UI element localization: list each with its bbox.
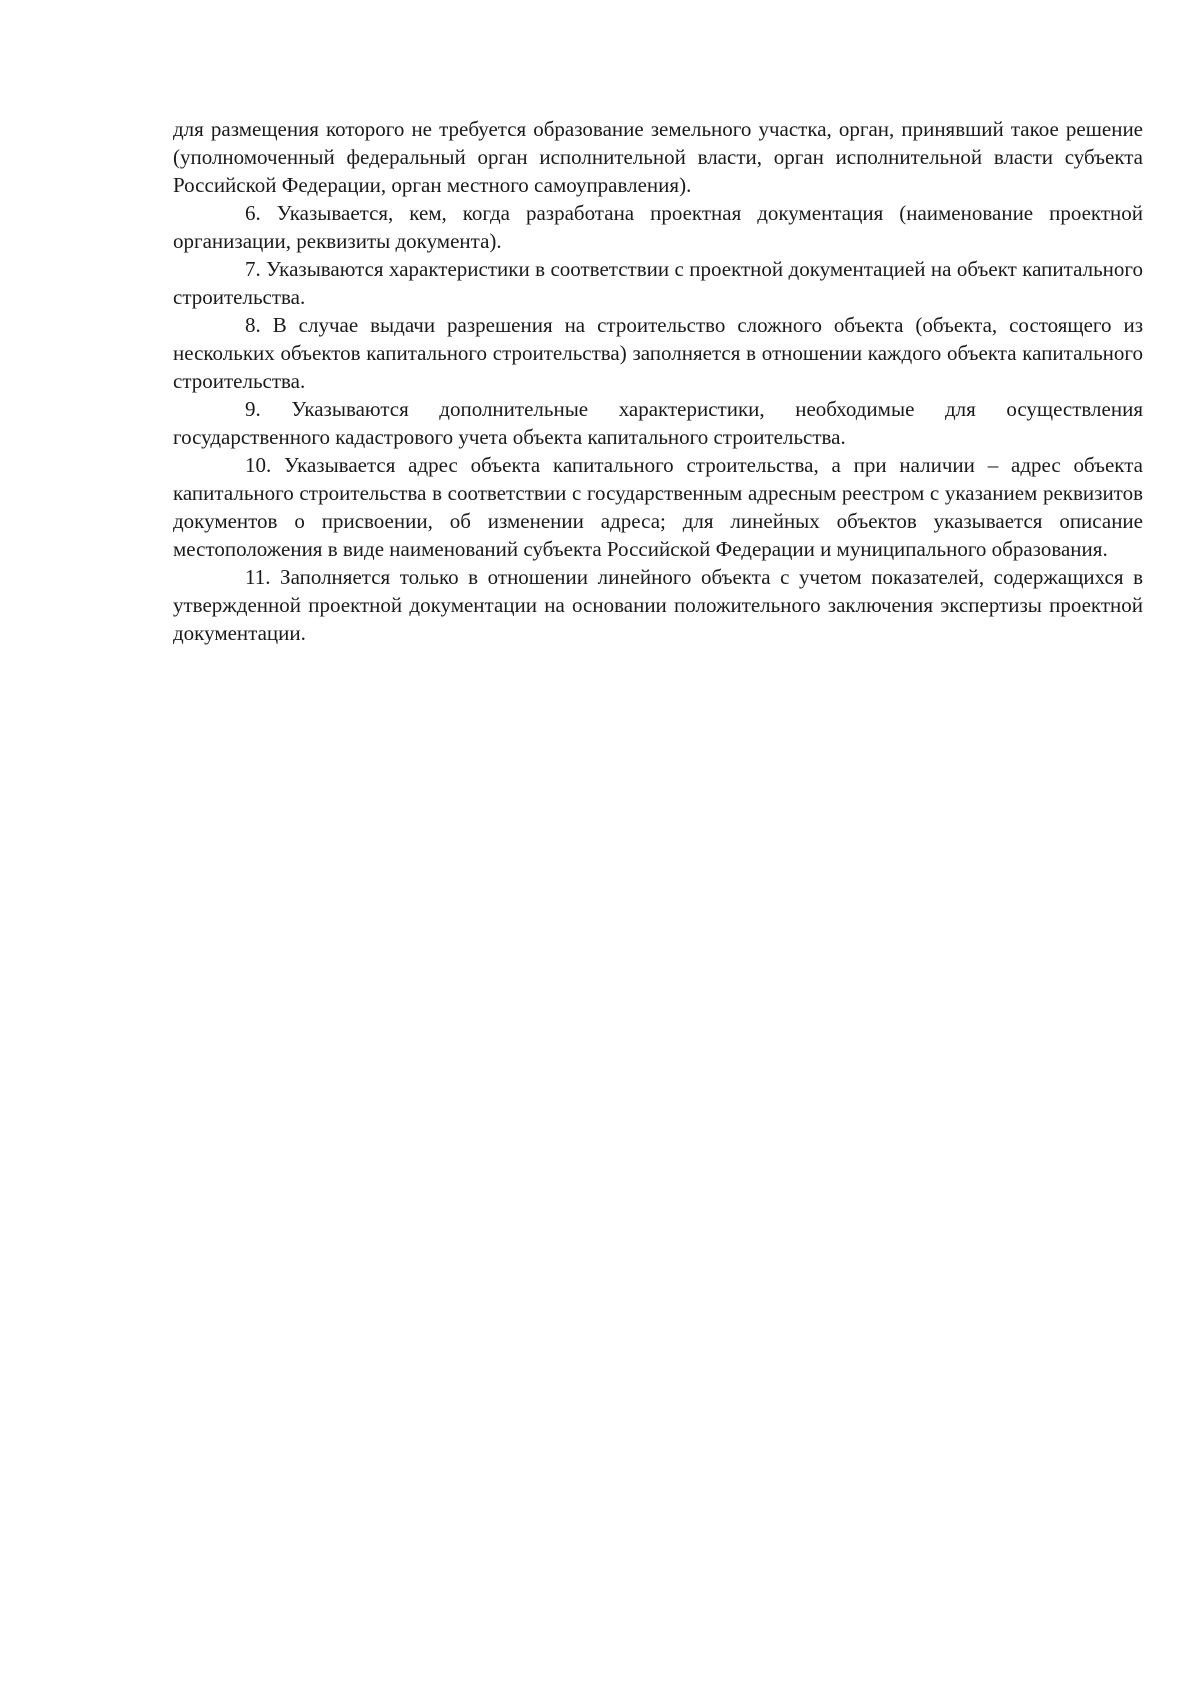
paragraph-item-11: 11. Заполняется только в отношении линейного объекта с учетом показателей, содержащихся в утвержденной проектной документации на основании положительного заключения экспертизы проектной документации. — [173, 565, 1143, 645]
paragraph-item-10: 10. Указывается адрес объекта капитального строительства, а при наличии – адрес объекта капитального строительства в соответствии с государственным адресным реестром с указанием реквизитов документов о присвоении, об изменении адреса; для линейных объектов указывается описание местоположения в виде наименований субъекта Российской Федерации и муниципального образования. — [173, 453, 1143, 561]
paragraph-item-9: 9. Указываются дополнительные характеристики, необходимые для осуществления государственного кадастрового учета объекта капитального строительства. — [173, 397, 1143, 449]
paragraph-item-8: 8. В случае выдачи разрешения на строительство сложного объекта (объекта, состоящего из нескольких объектов капитального строительства) заполняется в отношении каждого объекта капитального строительства. — [173, 313, 1143, 393]
paragraph-item-7: 7. Указываются характеристики в соответствии с проектной документацией на объект капитального строительства. — [173, 257, 1143, 309]
document-body — [173, 115, 1143, 647]
paragraph-item-6: 6. Указывается, кем, когда разработана проектная документация (наименование проектной организации, реквизиты документа). — [173, 201, 1143, 253]
paragraph-continuation: для размещения которого не требуется образование земельного участка, орган, принявший такое решение (уполномоченный федеральный орган исполнительной власти, орган исполнительной власти субъекта Российской Федерации, орган местного самоуправления). — [173, 117, 1143, 197]
